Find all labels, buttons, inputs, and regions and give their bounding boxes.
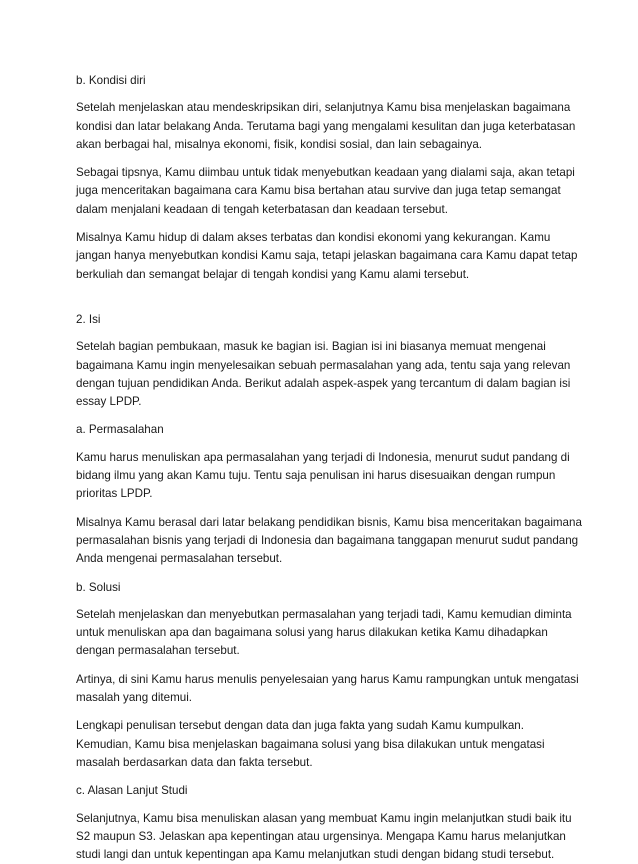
section-spacer	[76, 294, 582, 311]
heading-alasan-lanjut-studi: c. Alasan Lanjut Studi	[76, 782, 582, 800]
paragraph: Setelah bagian pembukaan, masuk ke bagian isi. Bagian isi ini biasanya memuat mengenai bagaimana Kamu ingin menyelesaikan sebuah permasalahan yang ada, tentu saja yang relevan dengan tujuan pendidikan Anda. Berikut adalah aspek-aspek yang tercantum di dalam bagian isi essay LPDP.	[76, 338, 582, 411]
paragraph: Misalnya Kamu hidup di dalam akses terbatas dan kondisi ekonomi yang kekurangan. Kamu jangan hanya menyebutkan kondisi Kamu saja, tetapi jelaskan bagaimana cara Kamu dapat tetap berkuliah dan semangat belajar di tengah kondisi yang Kamu alami tersebut.	[76, 229, 582, 284]
paragraph: Kamu harus menuliskan apa permasalahan yang terjadi di Indonesia, menurut sudut pandang di bidang ilmu yang akan Kamu tuju. Tentu saja penulisan ini harus disesuaikan dengan rumpun prioritas LPDP.	[76, 449, 582, 504]
paragraph: Sebagai tipsnya, Kamu diimbau untuk tidak menyebutkan keadaan yang dialami saja, akan tetapi juga menceritakan bagaimana cara Kamu bisa bertahan atau survive dan juga tetap semangat dalam menjalani keadaan di tengah keterbatasan dan keadaan tersebut.	[76, 164, 582, 219]
heading-permasalahan: a. Permasalahan	[76, 421, 582, 439]
paragraph: Selanjutnya, Kamu bisa menuliskan alasan yang membuat Kamu ingin melanjutkan studi baik itu S2 maupun S3. Jelaskan apa kepentingan atau urgensinya. Mengapa Kamu harus melanjutkan studi langi dan untuk kepentingan apa Kamu melanjutkan studi dengan bidang studi tersebut.	[76, 810, 582, 864]
paragraph: Setelah menjelaskan dan menyebutkan permasalahan yang terjadi tadi, Kamu kemudian diminta untuk menuliskan apa dan bagaimana solusi yang harus dilakukan ketika Kamu dihadapkan dengan permasalahan tersebut.	[76, 606, 582, 661]
paragraph: Misalnya Kamu berasal dari latar belakang pendidikan bisnis, Kamu bisa menceritakan bagaimana permasalahan bisnis yang terjadi di Indonesia dan bagaimana tanggapan menurut sudut pandang Anda mengenai permasalahan tersebut.	[76, 514, 582, 569]
paragraph: Lengkapi penulisan tersebut dengan data dan juga fakta yang sudah Kamu kumpulkan. Kemudian, Kamu bisa menjelaskan bagaimana solusi yang bisa dilakukan untuk mengatasi masalah berdasarkan data dan fakta tersebut.	[76, 717, 582, 772]
paragraph: Setelah menjelaskan atau mendeskripsikan diri, selanjutnya Kamu bisa menjelaskan bagaimana kondisi dan latar belakang Anda. Terutama bagi yang mengalami kesulitan dan juga keterbatasan akan berbagai hal, misalnya ekonomi, fisik, kondisi sosial, dan lain sebagainya.	[76, 99, 582, 154]
heading-isi: 2. Isi	[76, 311, 582, 329]
heading-kondisi-diri: b. Kondisi diri	[76, 72, 582, 90]
heading-solusi: b. Solusi	[76, 579, 582, 597]
paragraph: Artinya, di sini Kamu harus menulis penyelesaian yang harus Kamu rampungkan untuk mengatasi masalah yang ditemui.	[76, 671, 582, 708]
